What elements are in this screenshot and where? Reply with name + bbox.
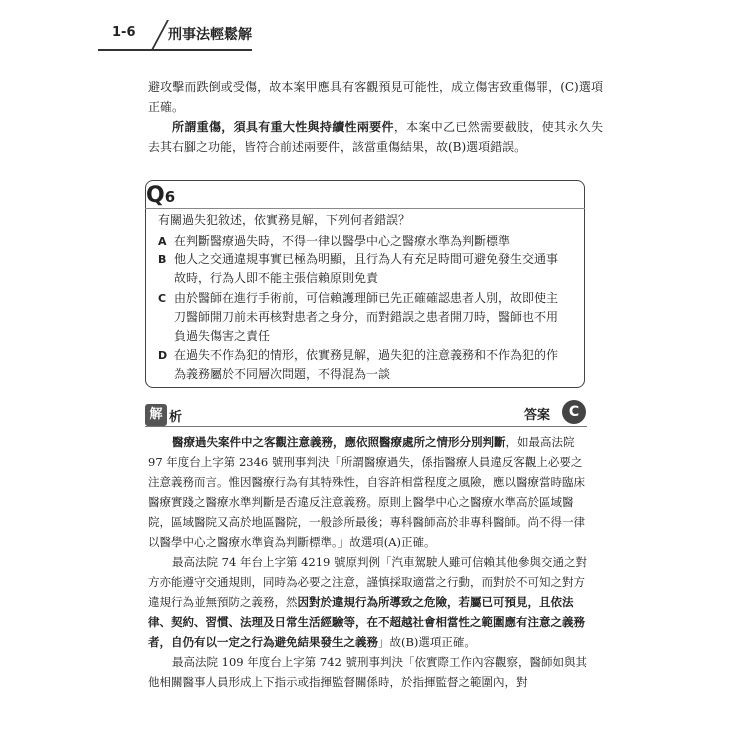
question-label: Q6: [146, 183, 176, 208]
intro-paragraph-1: 避攻擊而跌倒或受傷，故本案甲應具有客觀預見可能性，成立傷害致重傷罪，(C)選項正確。: [148, 80, 603, 114]
answer-badge: C: [562, 400, 586, 424]
analysis-rule: [145, 426, 587, 427]
analysis-label: [145, 404, 205, 426]
analysis-emphasis: 因對於違規行為所導致之危險，若屬已可預見，且依法律、契約、習慣、法理及日常生活經驗等，在不超越社會相當性之範圍應有注意之義務者，自仍有以一定之行為避免結果發生之義務: [148, 595, 585, 649]
analysis-paragraph: [148, 552, 588, 652]
analysis-emphasis: 醫療過失案件中之客觀注意義務，應依照醫療處所之情形分別判斷: [172, 435, 506, 449]
analysis-text: ，如最高法院 97 年度台上字第 2346 號刑事判決「所謂醫療過失，係指醫療人員違反客觀上必要之注意義務而言。惟因醫療行為有其特殊性，自容許相當程度之風險，應以醫療當時臨床醫療實踐之醫療水準判斷是否違反注意義務。原則上醫學中心之醫療水準高於區域醫院，區域醫院又高於地區醫院，一般診所最後；專科醫師高於非專科醫師。尚不得一律以醫學中心之醫療水準資為判斷標準。」故選項(A)正確。: [148, 435, 585, 549]
option-b: [158, 250, 578, 288]
option-text: 在判斷醫療過失時，不得一律以醫學中心之醫療水準為判斷標準: [174, 234, 511, 248]
question-stem: 有關過失犯敘述，依實務見解，下列何者錯誤？: [158, 213, 411, 227]
analysis-text: 」故(B)選項正確。: [378, 635, 476, 649]
option-letter: D: [158, 349, 168, 362]
chapter-number: 1-6: [112, 25, 136, 40]
header-rule: [98, 49, 252, 51]
option-text: 在過失不作為犯的情形，依實務見解，過失犯的注意義務和不作為犯的作 為義務屬於不同層次問題，不得混為一談: [174, 348, 559, 381]
chapter-separator: [151, 20, 169, 50]
analysis-label-first: 解: [145, 404, 167, 426]
answer-label: 答案: [524, 408, 551, 423]
intro-emphasis: 所謂重傷，須具有重大性與持續性兩要件: [172, 120, 394, 134]
question-rule: [145, 208, 585, 209]
option-letter: A: [158, 235, 167, 248]
analysis-body: [148, 432, 588, 692]
option-text: 他人之交通違規事實已極為明顯，且行為人有充足時間可避免發生交通事 故時，行為人即不能主張信賴原則免責: [174, 252, 559, 285]
chapter-title: 刑事法輕鬆解: [168, 27, 252, 43]
option-text: 由於醫師在進行手術前，可信賴護理師已先正確確認患者人別，故即使主 刀醫師開刀前未再核對患者之身分，而對錯誤之患者開刀時，醫師也不用 負過失傷害之責任: [174, 291, 559, 343]
intro-paragraph-2: [148, 117, 603, 157]
analysis-text: 最高法院 74 年台上字第 4219 號原判例「汽車駕駛人雖可信賴其他參與交通之對方亦能遵守交通規則，同時為必要之注意，謹慎採取適當之行動，而對於不可知之對方違規行為並無預防之義務，然: [148, 555, 588, 609]
intro-rest: ，本案中乙已然需要截肢，使其永久失去其右腳之功能，皆符合前述兩要件，該當重傷結果，故(B)選項錯誤。: [148, 120, 603, 154]
analysis-text: 最高法院 109 年度台上字第 742 號刑事判決「依實際工作內容觀察，醫師如與其他相關醫事人員形成上下指示或指揮監督關係時，於指揮監督之範圍內，對: [148, 655, 588, 689]
option-d: [158, 346, 578, 384]
option-letter: B: [158, 253, 167, 266]
analysis-paragraph: [148, 652, 588, 692]
analysis-label-second: 析: [169, 410, 183, 425]
analysis-paragraph: [148, 432, 588, 552]
option-c: [158, 289, 578, 346]
option-a: [158, 232, 578, 251]
question-number: 6: [164, 188, 176, 206]
option-letter: C: [158, 292, 167, 305]
